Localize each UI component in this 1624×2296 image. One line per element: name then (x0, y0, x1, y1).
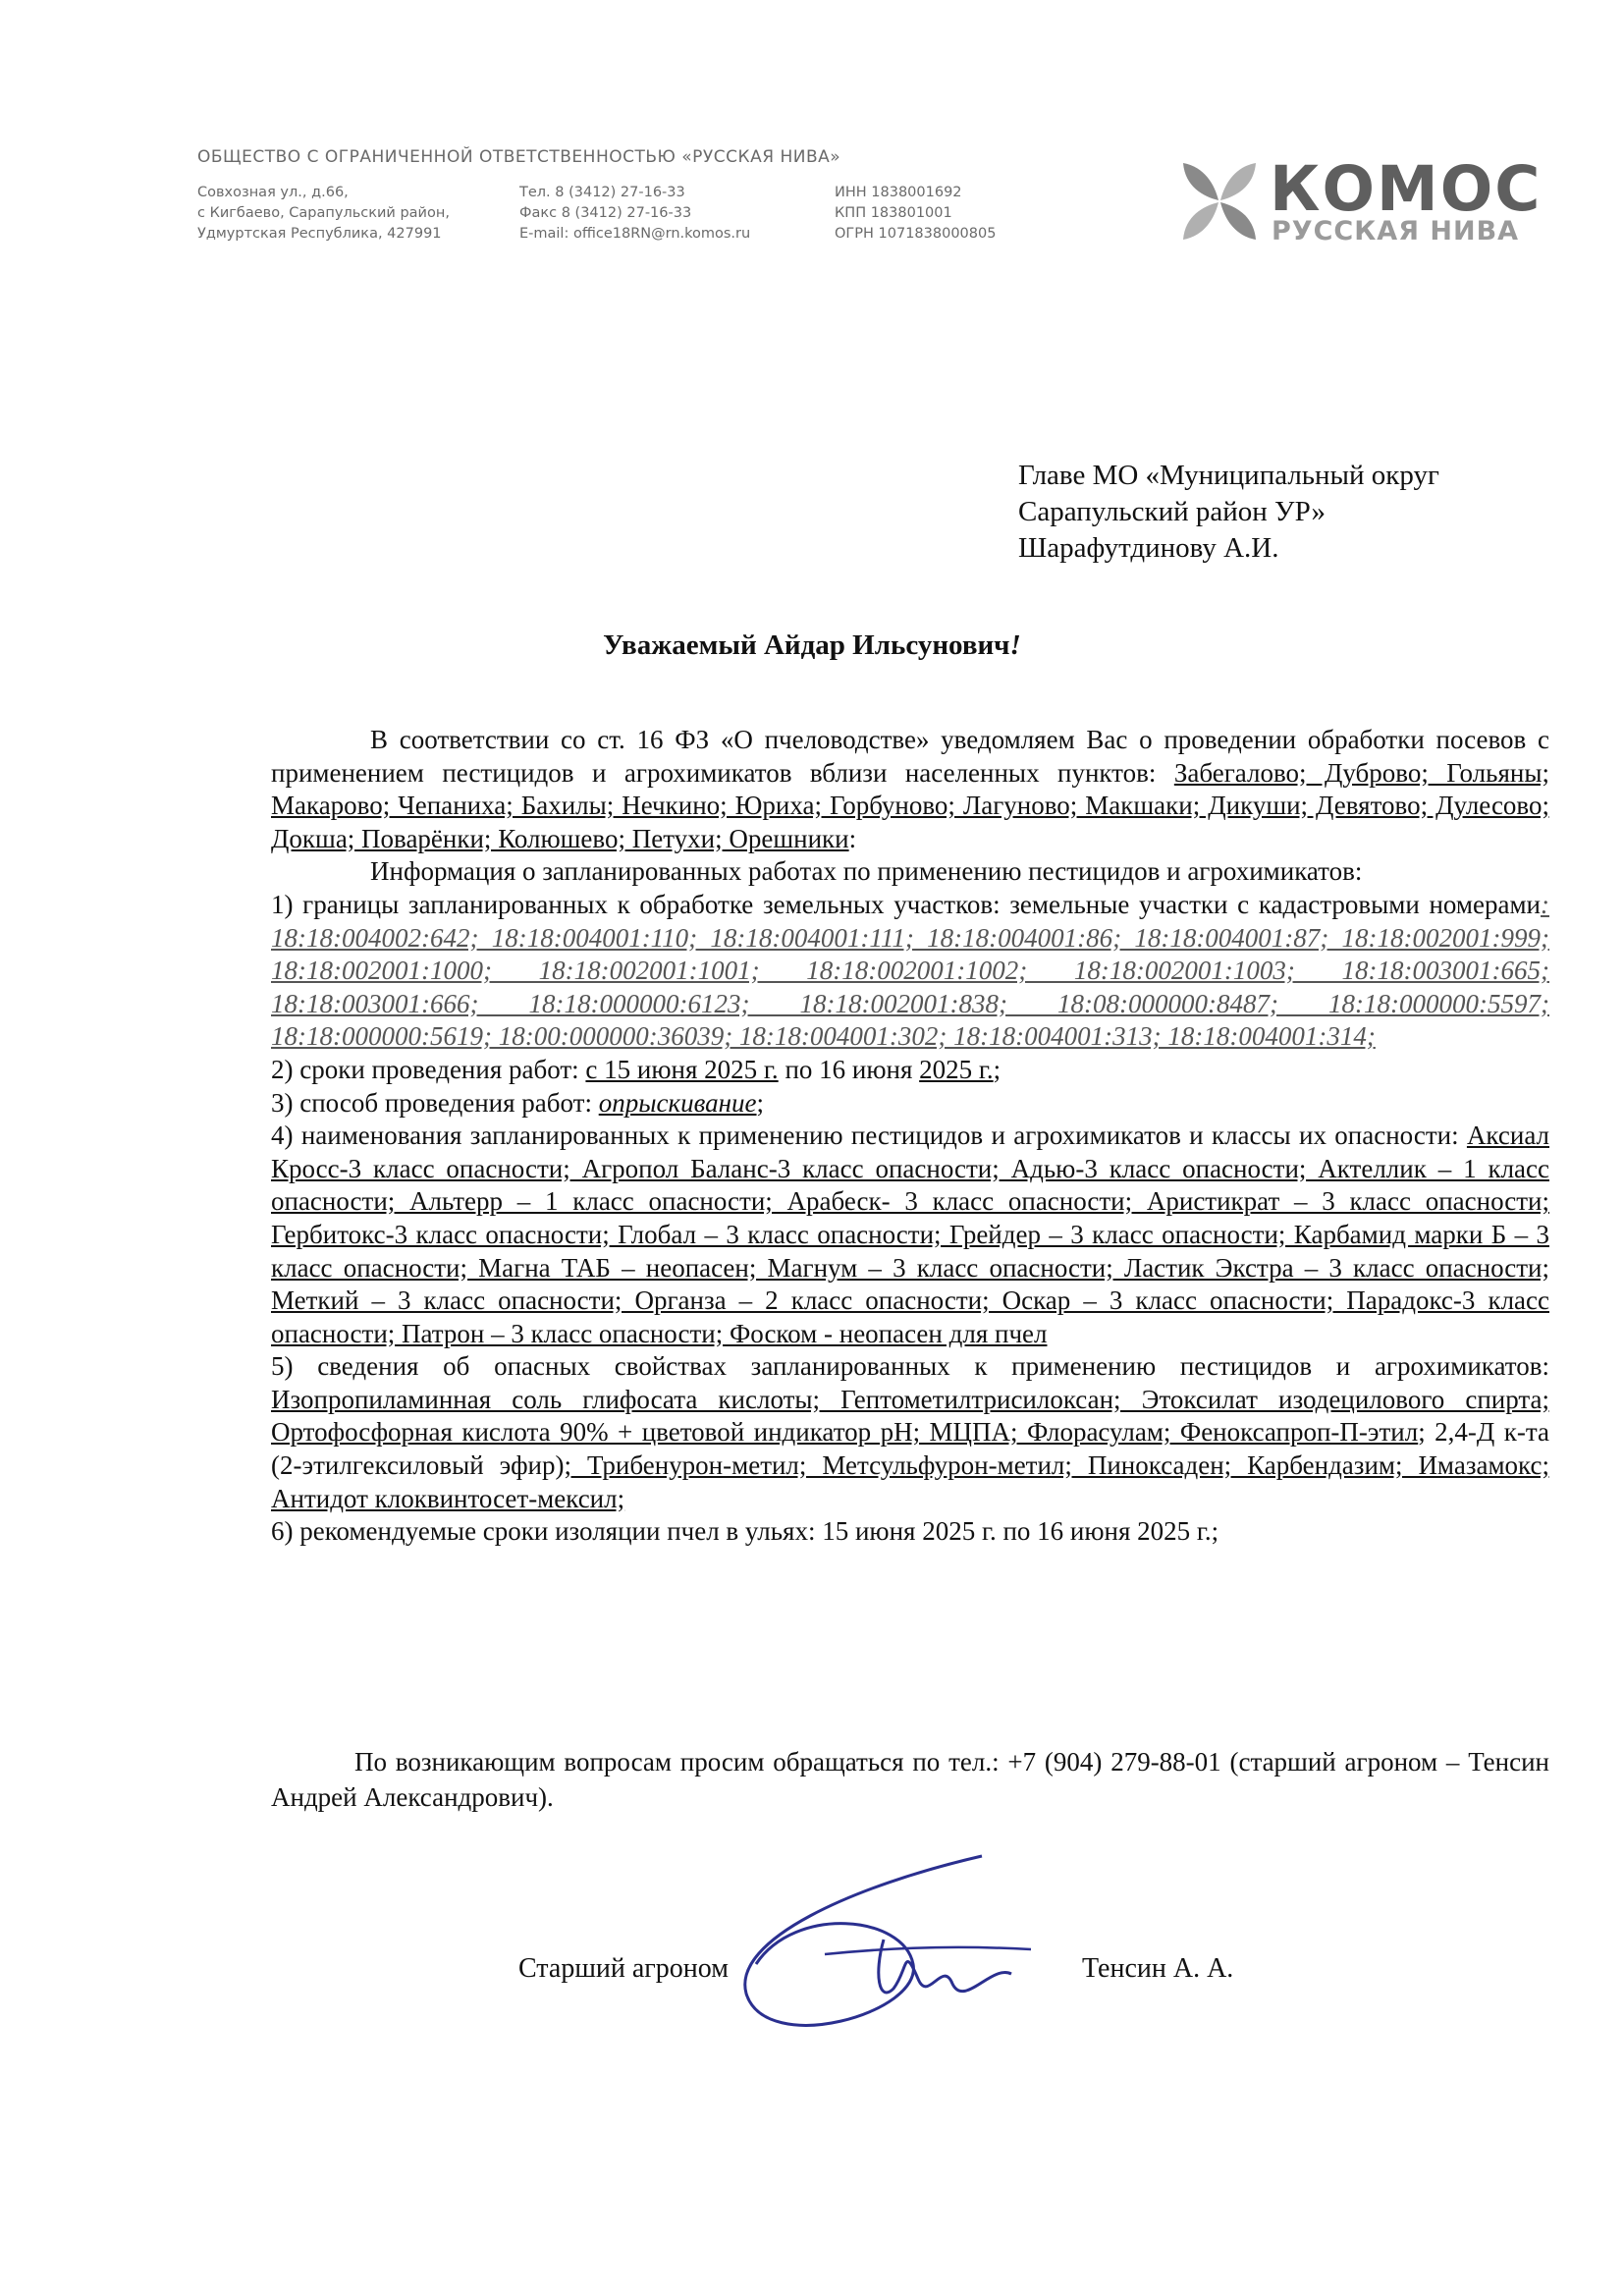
info-line: Информация о запланированных работах по применению пестицидов и агрохимикатов: (370, 856, 1363, 887)
company-address (197, 183, 450, 245)
item4-prefix: 4) наименования запланированных к применению пестицидов и агрохимикатов и классы их опасности: (271, 1121, 1459, 1151)
addressee-line: Сарапульский район УР» (1018, 496, 1326, 527)
address-line: с Кигбаево, Сарапульский район, (197, 205, 450, 221)
item3-prefix: 3) способ проведения работ: (271, 1087, 592, 1118)
date-from: с 15 июня 2025 г. (585, 1054, 779, 1084)
hazards-list: Изопропиламинная соль глифосата кислоты; Гептометилтрисилоксан; Этоксилат изодецилового спирта; Ортофосфорная кислота 90% + цветовой индикатор pH; МЦПА; Флорасулам; Феноксапроп-П-этил (271, 1384, 1549, 1448)
item2-prefix: 2) сроки проведения работ: (271, 1054, 579, 1084)
item5-prefix: 5) сведения об опасных свойствах запланированных к применению пестицидов и агрохимикатов: (271, 1351, 1549, 1382)
item-boundaries (271, 889, 1549, 1054)
cadastral-numbers: : 18:18:004002:642; 18:18:004001:110; 18:18:004001:111; 18:18:004001:86; 18:18:004001:87; 18:18:002001:999; 18:18:002001:1000; 18:18:002001:1001; 18:18:002001:1002; 18:18:002001:1003; 18:18:003001:665; 18:18:003001:666; 18:18:000000:6123; 18:18:002001:838; 18:08:000000:8487; 18:18:000000:5597; 18:18:000000:5619; 18:00:000000:36039; 18:18:004001:302; 18:18:004001:313; 18:18:004001:314; (271, 889, 1549, 1052)
settlements-end: : (848, 823, 857, 853)
address-line: Удмуртская Республика, 427991 (197, 226, 442, 242)
logo-wordmark: КОМОС (1270, 153, 1543, 225)
email-line: E-mail: office18RN@rn.komos.ru (519, 226, 751, 242)
greeting (0, 629, 1624, 662)
company-contacts (519, 183, 750, 245)
company-name: ОБЩЕСТВО С ОГРАНИЧЕННОЙ ОТВЕТСТВЕННОСТЬЮ «РУССКАЯ НИВА» (197, 147, 841, 167)
signer-role: Старший агроном (518, 1953, 729, 1984)
hazards-list-2: ; Трибенурон-метил; Метсульфурон-метил; Пиноксаден; Карбендазим; Имазамокс; Антидот клоквинтосет-мексил; (271, 1450, 1549, 1513)
hazards-mid: ; 2,4-Д к-та (2-этилгексиловый эфир) (271, 1417, 1549, 1481)
addressee-line: Шарафутдинову А.И. (1018, 532, 1279, 564)
address-line: Совхозная ул., д.66, (197, 185, 349, 200)
item-hazards (271, 1350, 1549, 1515)
addressee-line: Главе МО «Муниципальный округ (1018, 460, 1439, 491)
item-pesticides (271, 1120, 1549, 1350)
date-mid: по 16 июня (785, 1054, 913, 1084)
company-logo (1175, 153, 1543, 255)
item-isolation: 6) рекомендуемые сроки изоляции пчел в ульях: 15 июня 2025 г. по 16 июня 2025 г.; (271, 1516, 1219, 1547)
logo-subtitle: РУССКАЯ НИВА (1272, 216, 1520, 246)
letter-body (271, 724, 1549, 1549)
company-registry (835, 183, 996, 245)
handwritten-signature (707, 1846, 1080, 2082)
intro-paragraph (271, 724, 1549, 855)
komos-emblem-icon (1175, 157, 1264, 246)
settlements-list: Забегалово; Дуброво; Гольяны; Макарово; Чепаниха; Бахилы; Нечкино; Юриха; Горбуново; Лагуново; Макшаки; Дикуши; Девятово; Дулесово; Докша; Поварёнки; Колюшево; Петухи; Орешники (271, 757, 1549, 853)
greeting-text: Уважаемый Айдар Ильсунович (603, 629, 1010, 661)
method-value: опрыскивание (598, 1087, 757, 1118)
signer-name: Тенсин А. А. (1082, 1953, 1234, 1984)
contact-paragraph: По возникающим вопросам просим обращаться по тел.: +7 (904) 279-88-01 (старший агроном – Тенсин Андрей Александрович). (271, 1747, 1549, 1812)
inn-line: ИНН 1838001692 (835, 185, 962, 200)
fax-line: Факс 8 (3412) 27-16-33 (519, 205, 692, 221)
ogrn-line: ОГРН 1071838000805 (835, 226, 997, 242)
greeting-mark: ! (1009, 629, 1021, 661)
intro-text: В соответствии со ст. 16 ФЗ «О пчеловодстве» уведомляем Вас о проведении обработки посевов с применением пестицидов и агрохимикатов вблизи населенных пунктов: (271, 725, 1549, 788)
phone-line: Тел. 8 (3412) 27-16-33 (519, 185, 685, 200)
date-end: ; (993, 1054, 1001, 1084)
addressee-block (1018, 458, 1439, 567)
pesticides-list: Аксиал Кросс-3 класс опасности; Агропол Баланс-3 класс опасности; Адью-3 класс опасности; Актеллик – 1 класс опасности; Альтерр – 1 класс опасности; Арабеск- 3 класс опасности; Аристикрат – 3 класс опасности; Гербитокс-3 класс опасности; Глобал – 3 класс опасности; Грейдер – 3 класс опасности; Карбамид марки Б – 3 класс опасности; Магна ТАБ – неопасен; Магнум – 3 класс опасности; Ластик Экстра – 3 класс опасности; Меткий – 3 класс опасности; Органза – 2 класс опасности; Оскар – 3 класс опасности; Парадокс-3 класс опасности; Патрон – 3 класс опасности; Фоском - неопасен для пчел (271, 1121, 1550, 1348)
item1-prefix: 1) границы запланированных к обработке земельных участков: земельные участки с кадастровыми номерами (271, 889, 1541, 919)
method-end: ; (756, 1087, 765, 1118)
date-year: 2025 г. (919, 1054, 994, 1084)
item-method (271, 1087, 1549, 1121)
item-dates (271, 1054, 1549, 1087)
kpp-line: КПП 183801001 (835, 205, 952, 221)
